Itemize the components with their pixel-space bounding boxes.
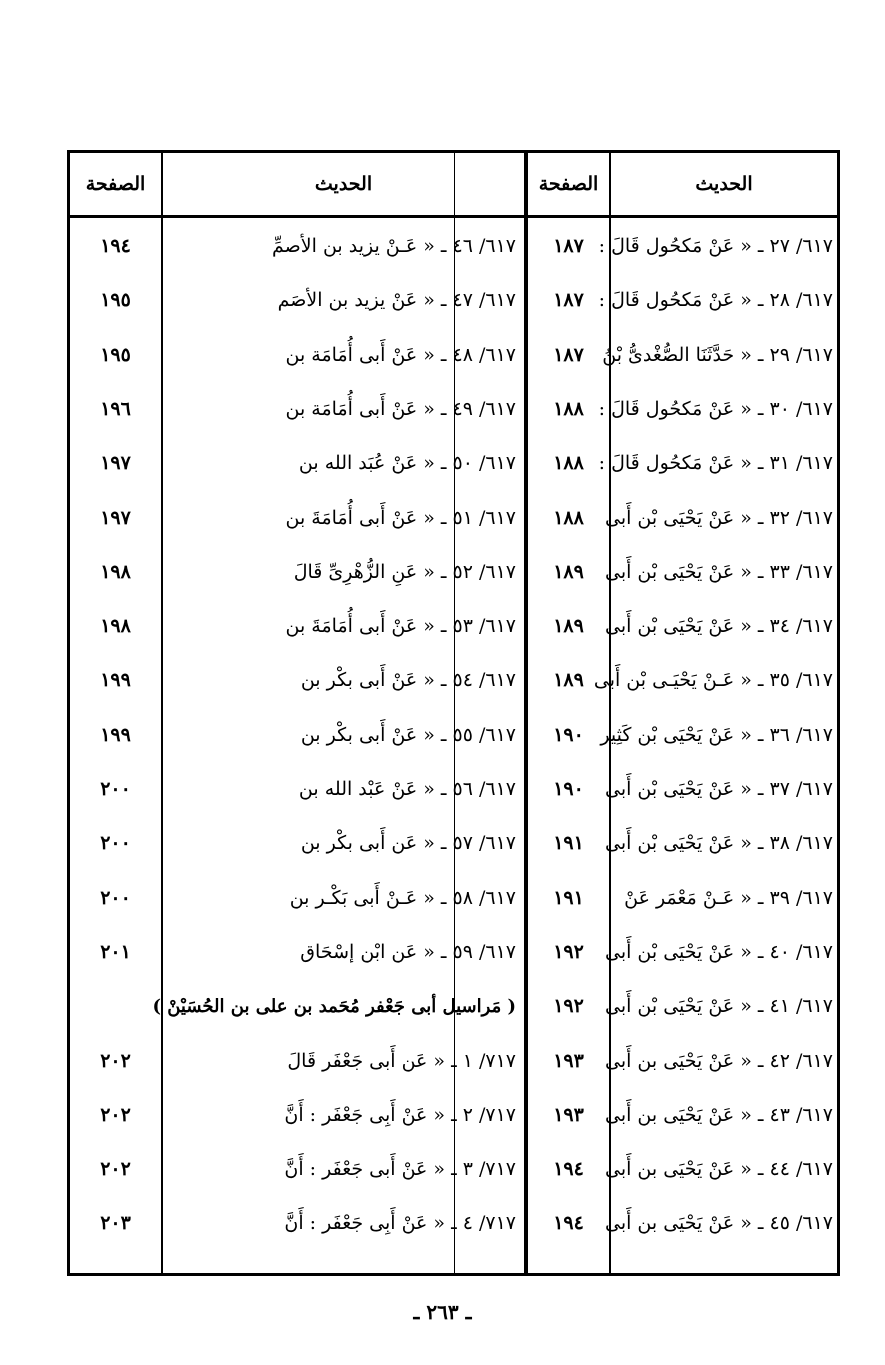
page-number-cell: ١٨٧ xyxy=(553,235,584,257)
table-row xyxy=(70,762,837,816)
table-row xyxy=(70,1196,837,1250)
table-row xyxy=(70,816,837,870)
page-number-cell xyxy=(70,979,161,1033)
hadith-entry: ٦١٧/ ٢٧ ـ « عَنْ مَكحُول قَالَ : xyxy=(598,235,833,257)
hadith-entry: ٦١٧/ ٤٦ ـ « عَـنْ يزيد بن الأصمِّ xyxy=(272,235,516,257)
hadith-entry: ٦١٧/ ٥٧ ـ « عَن أَبى بكْر بن xyxy=(300,832,516,855)
page-number-cell: ١٨٨ xyxy=(553,397,584,420)
hadith-entry: ٦١٧/ ٣٤ ـ « عَنْ يَحْيَى بْن أَبى xyxy=(604,615,833,638)
hadith-entry: ٦١٧/ ٢٩ ـ « حَدَّثَنَا الصُّغْدىُّ بْنُ xyxy=(602,343,833,366)
table-row xyxy=(70,871,837,925)
table-row xyxy=(70,708,837,762)
page-number-cell: ١٩١ xyxy=(553,886,584,909)
page-number-cell: ٢٠٣ xyxy=(100,1212,131,1235)
hadith-entry: ٦١٧/ ٥٤ ـ « عَنْ أَبى بكْر بن xyxy=(300,669,516,692)
table-row xyxy=(70,1142,837,1196)
page-number-cell: ١٩٠ xyxy=(553,778,584,800)
table-row xyxy=(70,382,837,436)
page-number-cell: ١٨٩ xyxy=(553,669,584,692)
header-page-right: الصفحة xyxy=(538,173,599,195)
header-page-left: الصفحة xyxy=(85,173,146,195)
table-row xyxy=(70,491,837,545)
page-number-cell: ١٩٨ xyxy=(100,560,131,583)
hadith-entry: ٦١٧/ ٤٩ ـ « عَنْ أَبى أُمَامَة بن xyxy=(285,397,516,420)
header-hadith-left: الحديث xyxy=(314,173,373,195)
hadith-entry: ٦١٧/ ٤٠ ـ « عَنْ يَحْيَى بْن أَبى xyxy=(604,940,833,963)
page-number-cell: ١٩٩ xyxy=(100,723,131,746)
table-row xyxy=(70,1034,837,1088)
header-rule xyxy=(70,215,837,218)
hadith-entry: ٦١٧/ ٤٥ ـ « عَنْ يَحْيَى بن أَبى xyxy=(604,1212,833,1235)
hadith-entry: ٦١٧/ ٥٨ ـ « عَـنْ أَبى بَكْـر بن xyxy=(289,886,516,909)
hadith-entry: ٦١٧/ ٤٢ ـ « عَنْ يَحْيَى بن أَبى xyxy=(604,1049,833,1072)
hadith-entry: ٦١٧/ ٤١ ـ « عَنْ يَحْيَى بْن أَبى xyxy=(604,995,833,1018)
table-row xyxy=(70,219,837,273)
page-number-cell: ٢٠٠ xyxy=(100,886,131,909)
index-table xyxy=(67,150,840,1276)
table-row xyxy=(70,436,837,490)
page-number-cell: ١٩٦ xyxy=(100,397,131,420)
hadith-entry: ٦١٧/ ٤٧ ـ « عَنْ يزيد بن الأصَم xyxy=(277,289,516,312)
page-number-cell: ١٩١ xyxy=(553,832,584,855)
page-number-cell: ١٩٣ xyxy=(553,1049,584,1072)
table-row xyxy=(70,979,837,1033)
page-number-cell: ١٩٧ xyxy=(100,452,131,475)
hadith-entry: ٦١٧/ ٣٦ ـ « عَنْ يَحْيَى بْن كَثِير xyxy=(600,723,833,746)
hadith-entry: ٦١٧/ ٥٣ ـ « عَنْ أَبى أُمَامَةَ بن xyxy=(285,615,516,638)
hadith-entry: ٦١٧/ ٥٦ ـ « عَنْ عَبْد الله بن xyxy=(298,778,516,800)
table-row xyxy=(70,653,837,707)
page-number-cell: ١٩٨ xyxy=(100,615,131,638)
page-number-cell: ٢٠٠ xyxy=(100,832,131,855)
hadith-entry: ٧١٧/ ٤ ـ « عَنْ أَبِى جَعْفَر : أَنَّ xyxy=(284,1212,516,1235)
hadith-entry: ٧١٧/ ٣ ـ « عَنْ أَبى جَعْفَر : أَنَّ xyxy=(284,1158,516,1181)
page-number-cell: ١٩٥ xyxy=(100,343,131,366)
hadith-entry: ٦١٧/ ٣١ ـ « عَنْ مَكحُول قَالَ : xyxy=(598,452,833,475)
page-number-cell: ١٩٤ xyxy=(553,1212,584,1235)
header-hadith-right: الحديث xyxy=(695,173,753,195)
table-row xyxy=(70,545,837,599)
hadith-entry: ٦١٧/ ٤٣ ـ « عَنْ يَحْيَى بن أَبى xyxy=(604,1103,833,1126)
page-number-cell: ٢٠١ xyxy=(100,940,131,963)
hadith-entry: ٦١٧/ ٥١ ـ « عَنْ أَبى أُمَامَةَ بن xyxy=(285,506,516,529)
page-number-cell: ١٨٧ xyxy=(553,289,584,312)
page-number-cell: ٢٠٠ xyxy=(100,778,131,800)
page-number-cell: ١٨٨ xyxy=(553,452,584,475)
page-number-cell: ٢٠٢ xyxy=(100,1158,131,1181)
hadith-entry: ٦١٧/ ٣٠ ـ « عَنْ مَكحُول قَالَ : xyxy=(598,397,833,420)
hadith-entry: ٧١٧/ ٢ ـ « عَنْ أَبِى جَعْفَر : أَنَّ xyxy=(284,1103,516,1126)
hadith-entry: ٦١٧/ ٥٩ ـ « عَن ابْن إسْحَاق xyxy=(300,940,516,963)
page-number-cell: ١٨٩ xyxy=(553,560,584,583)
hadith-entry: ٦١٧/ ٣٢ ـ « عَنْ يَحْيَى بْن أَبى xyxy=(604,506,833,529)
table-row xyxy=(70,328,837,382)
page-number-cell: ١٩٤ xyxy=(100,235,131,257)
hadith-entry: ٦١٧/ ٥٢ ـ « عَنِ الزُّهْرِىِّ قَالَ xyxy=(293,560,516,583)
page-number-cell: ١٨٩ xyxy=(553,615,584,638)
hadith-entry: ٦١٧/ ٤٨ ـ « عَنْ أَبى أُمَامَة بن xyxy=(285,343,516,366)
page-number-cell: ٢٠٢ xyxy=(100,1049,131,1072)
page-number-cell: ١٩٢ xyxy=(553,940,584,963)
page-number-cell: ١٩٤ xyxy=(553,1158,584,1181)
hadith-entry: ٦١٧/ ٣٩ ـ « عَـنْ مَعْمَر عَنْ xyxy=(624,886,833,909)
page-number: ـ ٢٦٣ ـ xyxy=(413,1300,472,1324)
page-number-cell: ١٩٠ xyxy=(553,723,584,746)
page-number-cell: ٢٠٢ xyxy=(100,1103,131,1126)
table-row xyxy=(70,273,837,327)
page-number-cell: ١٩٧ xyxy=(100,506,131,529)
hadith-entry: ٦١٧/ ٣٨ ـ « عَنْ يَحْيَى بْن أَبى xyxy=(604,832,833,855)
hadith-entry: ٦١٧/ ٥٠ ـ « عَنْ عُبَد الله بن xyxy=(298,452,516,475)
page-number-cell: ١٩٣ xyxy=(553,1103,584,1126)
page-number-cell: ١٨٨ xyxy=(553,506,584,529)
hadith-entry: ٦١٧/ ٣٧ ـ « عَنْ يَحْيَى بْن أَبى xyxy=(604,778,833,800)
table-row xyxy=(70,599,837,653)
page-number-cell: ١٩٩ xyxy=(100,669,131,692)
page-number-cell: ١٨٧ xyxy=(553,343,584,366)
hadith-entry: ٦١٧/ ٣٥ ـ « عَـنْ يَحْيَـى بْن أَبى xyxy=(593,669,833,692)
hadith-entry: ٦١٧/ ٣٣ ـ « عَنْ يَحْيَى بْن أَبى xyxy=(604,560,833,583)
page-number-cell: ١٩٥ xyxy=(100,289,131,312)
hadith-entry: ٦١٧/ ٥٥ ـ « عَنْ أَبى بكْر بن xyxy=(300,723,516,746)
hadith-entry: ٦١٧/ ٢٨ ـ « عَنْ مَكحُول قَالَ : xyxy=(598,289,833,312)
section-heading: ( مَراسيل أبى جَعْفر مُحَمد بن على بن الحُسَيْنْ ) xyxy=(152,995,516,1017)
hadith-entry: ٦١٧/ ٤٤ ـ « عَنْ يَحْيَى بن أَبى xyxy=(604,1158,833,1181)
page-number-cell: ١٩٢ xyxy=(553,995,584,1018)
hadith-entry: ٧١٧/ ١ ـ « عَن أَبى جَعْفَر قَالَ xyxy=(287,1049,516,1072)
table-row xyxy=(70,925,837,979)
table-row xyxy=(70,1088,837,1142)
